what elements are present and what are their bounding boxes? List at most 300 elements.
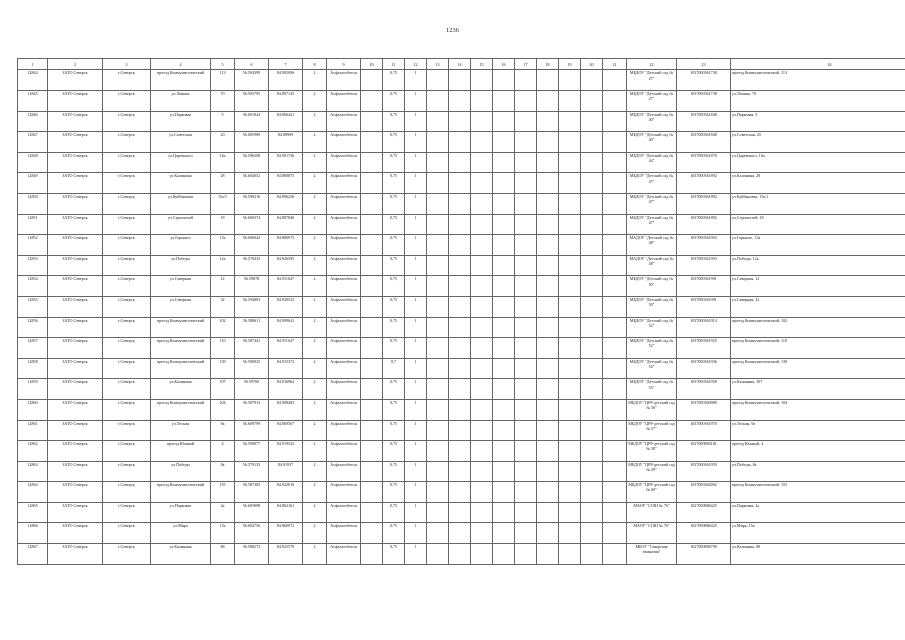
surface-type-cell: Асфальтобетон <box>327 70 361 91</box>
empty-cell <box>515 296 537 317</box>
city-cell: г.Северск <box>103 255 151 276</box>
count-cell: 1 <box>405 544 427 565</box>
column-number: 1 <box>18 59 48 70</box>
city-cell: г.Северск <box>103 338 151 359</box>
ogrn-cell: 1037000361914 <box>677 317 731 338</box>
empty-cell <box>427 461 449 482</box>
empty-cell <box>361 152 383 173</box>
table-row <box>18 358 905 379</box>
surface-type-cell: Асфальтобетон <box>327 544 361 565</box>
empty-cell <box>427 441 449 462</box>
empty-cell <box>603 235 627 256</box>
area-cell: 0,75 <box>383 523 405 544</box>
category-cell: 2 <box>303 399 327 420</box>
record-id-cell: 12855 <box>18 296 48 317</box>
surface-type-cell: Асфальтобетон <box>327 173 361 194</box>
empty-cell <box>449 111 471 132</box>
column-number: 18 <box>537 59 559 70</box>
table-row <box>18 523 905 544</box>
ogrn-cell: 1037000361903 <box>677 235 731 256</box>
empty-cell <box>361 214 383 235</box>
street-cell: проезд Коммунистический <box>151 358 211 379</box>
ogrn-cell: 1027000884181 <box>677 441 731 462</box>
city-cell: г.Северск <box>103 441 151 462</box>
longitude-cell: 84.916962 <box>269 379 303 400</box>
house-number-cell: 102 <box>211 317 235 338</box>
table-row <box>18 441 905 462</box>
city-cell: г.Северск <box>103 276 151 297</box>
category-cell: 2 <box>303 214 327 235</box>
latitude-cell: 56.609799 <box>235 420 269 441</box>
street-cell: ул.Лесная <box>151 420 211 441</box>
area-cell: 0,75 <box>383 70 405 91</box>
organization-cell: МБДОУ "ЦРР-детский сад № 59" <box>627 461 677 482</box>
empty-cell <box>537 441 559 462</box>
empty-cell <box>449 214 471 235</box>
empty-cell <box>427 111 449 132</box>
empty-cell <box>361 441 383 462</box>
empty-cell <box>581 173 603 194</box>
municipality-cell: ЗАТО Северск <box>48 70 103 91</box>
empty-cell <box>537 152 559 173</box>
category-cell: 2 <box>303 193 327 214</box>
category-cell: 2 <box>303 544 327 565</box>
organization-cell: МАОУ "СОШ № 76" <box>627 523 677 544</box>
city-cell: г.Северск <box>103 420 151 441</box>
table-row <box>18 173 905 194</box>
empty-cell <box>471 91 493 112</box>
empty-cell <box>471 276 493 297</box>
table-row <box>18 132 905 153</box>
surface-type-cell: Асфальтобетон <box>327 193 361 214</box>
ogrn-cell: 1037000361848 <box>677 132 731 153</box>
empty-cell <box>427 523 449 544</box>
empty-cell <box>493 461 515 482</box>
surface-type-cell: Асфальтобетон <box>327 523 361 544</box>
surface-type-cell: Асфальтобетон <box>327 441 361 462</box>
house-number-cell: 70 <box>211 91 235 112</box>
address-cell: проезд Коммунистический, 104 <box>731 399 905 420</box>
record-id-cell: 12862 <box>18 441 48 462</box>
address-cell: ул.Строителей, 18 <box>731 214 905 235</box>
empty-cell <box>515 173 537 194</box>
empty-cell <box>581 482 603 503</box>
empty-cell <box>493 379 515 400</box>
category-cell: 2 <box>303 111 327 132</box>
house-number-cell: 16а <box>211 152 235 173</box>
area-cell: 0,75 <box>383 214 405 235</box>
count-cell: 1 <box>405 502 427 523</box>
column-number: 2 <box>48 59 103 70</box>
empty-cell <box>449 399 471 420</box>
count-cell: 1 <box>405 152 427 173</box>
empty-cell <box>559 296 581 317</box>
column-number: 14 <box>449 59 471 70</box>
empty-cell <box>427 91 449 112</box>
empty-cell <box>515 91 537 112</box>
house-number-cell: 2а <box>211 502 235 523</box>
latitude-cell: 56.587441 <box>235 338 269 359</box>
organization-cell: МБДОУ "Детский сад № 47" <box>627 173 677 194</box>
empty-cell <box>449 461 471 482</box>
table-row <box>18 379 905 400</box>
empty-cell <box>449 152 471 173</box>
street-cell: ул.Куйбышева <box>151 193 211 214</box>
empty-cell <box>449 193 471 214</box>
empty-cell <box>361 193 383 214</box>
empty-cell <box>449 317 471 338</box>
empty-cell <box>515 255 537 276</box>
longitude-cell: 84.911647 <box>269 338 303 359</box>
empty-cell <box>537 399 559 420</box>
area-cell: 0,75 <box>383 173 405 194</box>
surface-type-cell: Асфальтобетон <box>327 482 361 503</box>
longitude-cell: 84.897145 <box>269 91 303 112</box>
empty-cell <box>559 173 581 194</box>
empty-cell <box>537 544 559 565</box>
empty-cell <box>603 193 627 214</box>
empty-cell <box>537 132 559 153</box>
surface-type-cell: Асфальтобетон <box>327 255 361 276</box>
empty-cell <box>471 544 493 565</box>
empty-cell <box>559 379 581 400</box>
empty-cell <box>471 317 493 338</box>
latitude-cell: 56.579425 <box>235 255 269 276</box>
ogrn-cell: 1037000361903 <box>677 255 731 276</box>
longitude-cell: 84.922016 <box>269 482 303 503</box>
street-cell: проезд Коммунистический <box>151 338 211 359</box>
latitude-cell: 56.588611 <box>235 317 269 338</box>
empty-cell <box>449 132 471 153</box>
count-cell: 1 <box>405 255 427 276</box>
column-number: 7 <box>269 59 303 70</box>
empty-cell <box>581 441 603 462</box>
latitude-cell: 56.604756 <box>235 523 269 544</box>
category-cell: 2 <box>303 255 327 276</box>
count-cell: 1 <box>405 132 427 153</box>
empty-cell <box>493 399 515 420</box>
area-cell: 0,75 <box>383 502 405 523</box>
city-cell: г.Северск <box>103 358 151 379</box>
address-cell: проезд Коммунистический, 113 <box>731 70 905 91</box>
category-cell: 2 <box>303 441 327 462</box>
empty-cell <box>427 214 449 235</box>
empty-cell <box>559 91 581 112</box>
surface-type-cell: Асфальтобетон <box>327 214 361 235</box>
empty-cell <box>427 358 449 379</box>
empty-cell <box>515 441 537 462</box>
address-cell: проезд Южный, 4 <box>731 441 905 462</box>
category-cell: 2 <box>303 461 327 482</box>
empty-cell <box>581 502 603 523</box>
latitude-cell: 56.606042 <box>235 235 269 256</box>
longitude-cell: 84.919543 <box>269 441 303 462</box>
house-number-cell: 28 <box>211 173 235 194</box>
empty-cell <box>449 338 471 359</box>
area-cell: 0,75 <box>383 420 405 441</box>
empty-cell <box>361 544 383 565</box>
column-number: 21 <box>603 59 627 70</box>
organization-cell: МБДОУ "Детский сад № 50" <box>627 276 677 297</box>
empty-cell <box>581 214 603 235</box>
empty-cell <box>537 91 559 112</box>
empty-cell <box>537 235 559 256</box>
empty-cell <box>537 338 559 359</box>
record-id-cell: 12861 <box>18 420 48 441</box>
street-cell: ул.Царевского <box>151 152 211 173</box>
empty-cell <box>603 338 627 359</box>
municipality-cell: ЗАТО Северск <box>48 461 103 482</box>
empty-cell <box>581 276 603 297</box>
longitude-cell: 84.925579 <box>269 544 303 565</box>
empty-cell <box>471 214 493 235</box>
city-cell: г.Северск <box>103 482 151 503</box>
street-cell: ул.Калинина <box>151 173 211 194</box>
column-number: 10 <box>361 59 383 70</box>
column-number: 8 <box>303 59 327 70</box>
city-cell: г.Северск <box>103 132 151 153</box>
empty-cell <box>471 296 493 317</box>
record-id-cell: 12844 <box>18 70 48 91</box>
municipality-cell: ЗАТО Северск <box>48 132 103 153</box>
empty-cell <box>515 276 537 297</box>
table-row <box>18 91 905 112</box>
street-cell: ул.Строителей <box>151 214 211 235</box>
ogrn-cell: 1037000361991 <box>677 276 731 297</box>
street-cell: проезд Коммунистический <box>151 70 211 91</box>
record-id-cell: 12859 <box>18 379 48 400</box>
street-cell: ул.Северная <box>151 296 211 317</box>
empty-cell <box>537 276 559 297</box>
city-cell: г.Северск <box>103 379 151 400</box>
empty-cell <box>471 502 493 523</box>
empty-cell <box>449 296 471 317</box>
surface-type-cell: Асфальтобетон <box>327 296 361 317</box>
empty-cell <box>471 461 493 482</box>
municipality-cell: ЗАТО Северск <box>48 338 103 359</box>
surface-type-cell: Асфальтобетон <box>327 276 361 297</box>
street-cell: ул.Калинина <box>151 379 211 400</box>
surface-type-cell: Асфальтобетон <box>327 91 361 112</box>
area-cell: 0,75 <box>383 441 405 462</box>
empty-cell <box>361 276 383 297</box>
area-cell: 0,75 <box>383 193 405 214</box>
empty-cell <box>449 420 471 441</box>
empty-cell <box>581 91 603 112</box>
ogrn-cell: 1037000362002 <box>677 482 731 503</box>
empty-cell <box>559 70 581 91</box>
municipality-cell: ЗАТО Северск <box>48 296 103 317</box>
area-cell: 0,75 <box>383 91 405 112</box>
empty-cell <box>361 420 383 441</box>
record-id-cell: 12847 <box>18 132 48 153</box>
latitude-cell: 56.59769 <box>235 379 269 400</box>
address-cell: ул.Парковая, 5 <box>731 111 905 132</box>
table-row <box>18 461 905 482</box>
empty-cell <box>471 420 493 441</box>
empty-cell <box>515 358 537 379</box>
empty-cell <box>361 173 383 194</box>
area-cell: 0,75 <box>383 255 405 276</box>
column-number: 19 <box>559 59 581 70</box>
empty-cell <box>537 193 559 214</box>
empty-cell <box>515 70 537 91</box>
empty-cell <box>493 173 515 194</box>
empty-cell <box>603 420 627 441</box>
municipality-cell: ЗАТО Северск <box>48 317 103 338</box>
empty-cell <box>537 255 559 276</box>
empty-cell <box>515 461 537 482</box>
empty-cell <box>471 235 493 256</box>
empty-cell <box>449 502 471 523</box>
house-number-cell: 20 <box>211 132 235 153</box>
ogrn-cell: 1037000361848 <box>677 111 731 132</box>
category-cell: 2 <box>303 420 327 441</box>
organization-cell: МБДОУ "Детский сад № 55" <box>627 379 677 400</box>
organization-cell: МБОУ "Северская гимназия" <box>627 544 677 565</box>
empty-cell <box>603 317 627 338</box>
empty-cell <box>427 70 449 91</box>
empty-cell <box>471 399 493 420</box>
column-number: 20 <box>581 59 603 70</box>
latitude-cell: 56.596298 <box>235 152 269 173</box>
empty-cell <box>603 152 627 173</box>
empty-cell <box>493 502 515 523</box>
empty-cell <box>603 276 627 297</box>
address-cell: ул.Победы, 12а <box>731 255 905 276</box>
organization-cell: МБДОУ "ЦРР-детский сад № 57" <box>627 420 677 441</box>
latitude-cell: 56.605898 <box>235 502 269 523</box>
empty-cell <box>559 132 581 153</box>
street-cell: ул.Мира <box>151 523 211 544</box>
municipality-cell: ЗАТО Северск <box>48 235 103 256</box>
municipality-cell: ЗАТО Северск <box>48 276 103 297</box>
area-cell: 0,75 <box>383 111 405 132</box>
empty-cell <box>361 379 383 400</box>
record-id-cell: 12858 <box>18 358 48 379</box>
longitude-cell: 84.926595 <box>269 255 303 276</box>
empty-cell <box>493 523 515 544</box>
empty-cell <box>427 544 449 565</box>
house-number-cell: 32 <box>211 296 235 317</box>
column-number: 22 <box>627 59 677 70</box>
empty-cell <box>427 399 449 420</box>
organization-cell: МБДОУ "Детский сад № 54" <box>627 358 677 379</box>
empty-cell <box>471 70 493 91</box>
empty-cell <box>603 441 627 462</box>
count-cell: 1 <box>405 358 427 379</box>
empty-cell <box>537 111 559 132</box>
area-cell: 0,75 <box>383 152 405 173</box>
street-cell: ул.Победы <box>151 255 211 276</box>
empty-cell <box>559 461 581 482</box>
empty-cell <box>471 173 493 194</box>
column-number: 3 <box>103 59 151 70</box>
address-cell: ул.Калинина, 107 <box>731 379 905 400</box>
ogrn-cell: 1027000886799 <box>677 544 731 565</box>
latitude-cell: 56.594399 <box>235 70 269 91</box>
empty-cell <box>581 358 603 379</box>
category-cell: 2 <box>303 132 327 153</box>
empty-cell <box>427 193 449 214</box>
empty-cell <box>493 317 515 338</box>
empty-cell <box>471 523 493 544</box>
record-id-cell: 12845 <box>18 91 48 112</box>
empty-cell <box>493 338 515 359</box>
surface-type-cell: Асфальтобетон <box>327 461 361 482</box>
address-cell: ул.Советская, 20 <box>731 132 905 153</box>
empty-cell <box>603 358 627 379</box>
city-cell: г.Северск <box>103 399 151 420</box>
empty-cell <box>361 296 383 317</box>
address-cell: ул.Мира, 15а <box>731 523 905 544</box>
empty-cell <box>515 399 537 420</box>
address-cell: ул.Калинина, 88 <box>731 544 905 565</box>
empty-cell <box>559 111 581 132</box>
table-row <box>18 544 905 565</box>
empty-cell <box>493 276 515 297</box>
empty-cell <box>493 441 515 462</box>
empty-cell <box>471 358 493 379</box>
empty-cell <box>449 173 471 194</box>
municipality-cell: ЗАТО Северск <box>48 482 103 503</box>
category-cell: 2 <box>303 502 327 523</box>
empty-cell <box>515 235 537 256</box>
ogrn-cell: 1037000361870 <box>677 152 731 173</box>
house-number-cell: 15а/1 <box>211 193 235 214</box>
city-cell: г.Северск <box>103 214 151 235</box>
empty-cell <box>471 255 493 276</box>
empty-cell <box>581 317 603 338</box>
column-number: 17 <box>515 59 537 70</box>
count-cell: 1 <box>405 111 427 132</box>
empty-cell <box>471 152 493 173</box>
category-cell: 2 <box>303 482 327 503</box>
longitude-cell: 84.869507 <box>269 420 303 441</box>
count-cell: 1 <box>405 91 427 112</box>
house-number-cell: 18 <box>211 214 235 235</box>
organization-cell: МБДОУ "Детский сад № 40" <box>627 132 677 153</box>
surface-type-cell: Асфальтобетон <box>327 338 361 359</box>
house-number-cell: 8а <box>211 461 235 482</box>
count-cell: 1 <box>405 482 427 503</box>
count-cell: 1 <box>405 276 427 297</box>
surface-type-cell: Асфальтобетон <box>327 317 361 338</box>
organization-cell: МБДОУ "ЦРР-детский сад № 60" <box>627 482 677 503</box>
longitude-cell: 84.88909 <box>269 132 303 153</box>
latitude-cell: 56.599216 <box>235 193 269 214</box>
empty-cell <box>603 91 627 112</box>
house-number-cell: 139 <box>211 358 235 379</box>
address-cell: проезд Коммунистический, 110 <box>731 338 905 359</box>
house-number-cell: 110 <box>211 338 235 359</box>
table-row <box>18 502 905 523</box>
table-row <box>18 70 905 91</box>
category-cell: 2 <box>303 338 327 359</box>
empty-cell <box>361 91 383 112</box>
category-cell: 2 <box>303 358 327 379</box>
category-cell: 2 <box>303 235 327 256</box>
empty-cell <box>449 544 471 565</box>
city-cell: г.Северск <box>103 193 151 214</box>
empty-cell <box>427 276 449 297</box>
category-cell: 2 <box>303 91 327 112</box>
area-cell: 0,75 <box>383 461 405 482</box>
ogrn-cell: 1037000360989 <box>677 399 731 420</box>
street-cell: ул.Парковая <box>151 502 211 523</box>
city-cell: г.Северск <box>103 235 151 256</box>
category-cell: 2 <box>303 276 327 297</box>
